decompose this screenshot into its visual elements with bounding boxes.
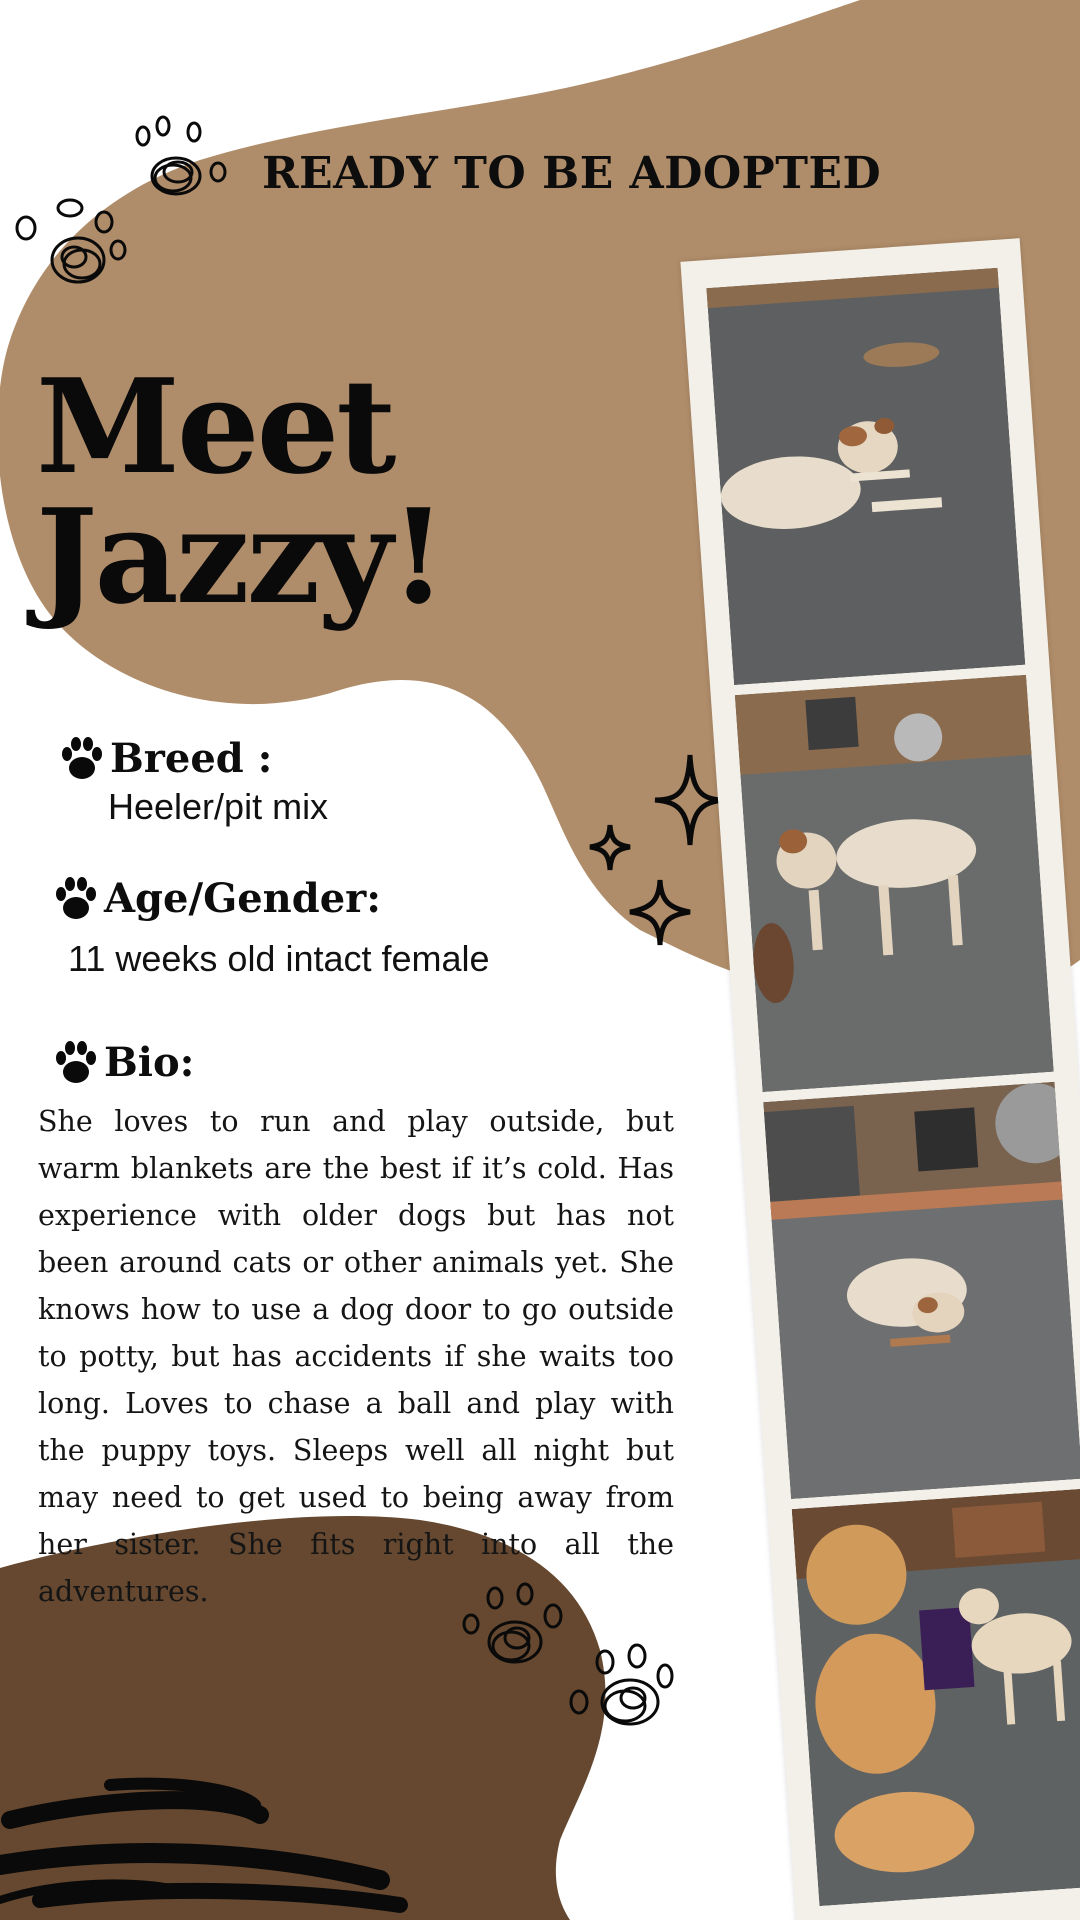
paw-print-icon [50,872,102,924]
breed-heading [56,732,272,784]
age-label: Age/Gender: [104,874,382,922]
title-line-2: Jazzy! [36,480,444,633]
breed-value: Heeler/pit mix [108,786,329,827]
breed-label: Breed : [110,734,273,782]
adoption-headline: READY TO BE ADOPTED [262,148,882,199]
age-heading [50,872,381,924]
puppy-lying-on-carpet-photo [706,268,1025,685]
paw-print-icon [56,732,108,784]
dogs-playing-with-toy-photo [792,1489,1080,1906]
title-line-1: Meet [36,350,394,503]
bio-label: Bio: [104,1038,195,1086]
puppy-sniffing-floor-photo [735,675,1054,1092]
puppy-chewing-toy-photo [763,1082,1080,1499]
bio-text: She loves to run and play outside, but warm blankets are the best if it’s cold. Has experience with older dogs but has not been around cats or other animals yet. She knows how to use a dog door to go outside to potty, but has accidents if she waits too long. Loves to chase a ball and play with the puppy toys. Sleeps well all night but may need to get used to being away from her sister. She fits right into all the adventures. [38,1105,674,1608]
paw-print-icon [8,112,238,312]
paw-print-icon [50,1036,102,1088]
bio-heading [50,1036,194,1088]
age-value: 11 weeks old intact female [68,938,490,979]
page-title [36,350,636,633]
